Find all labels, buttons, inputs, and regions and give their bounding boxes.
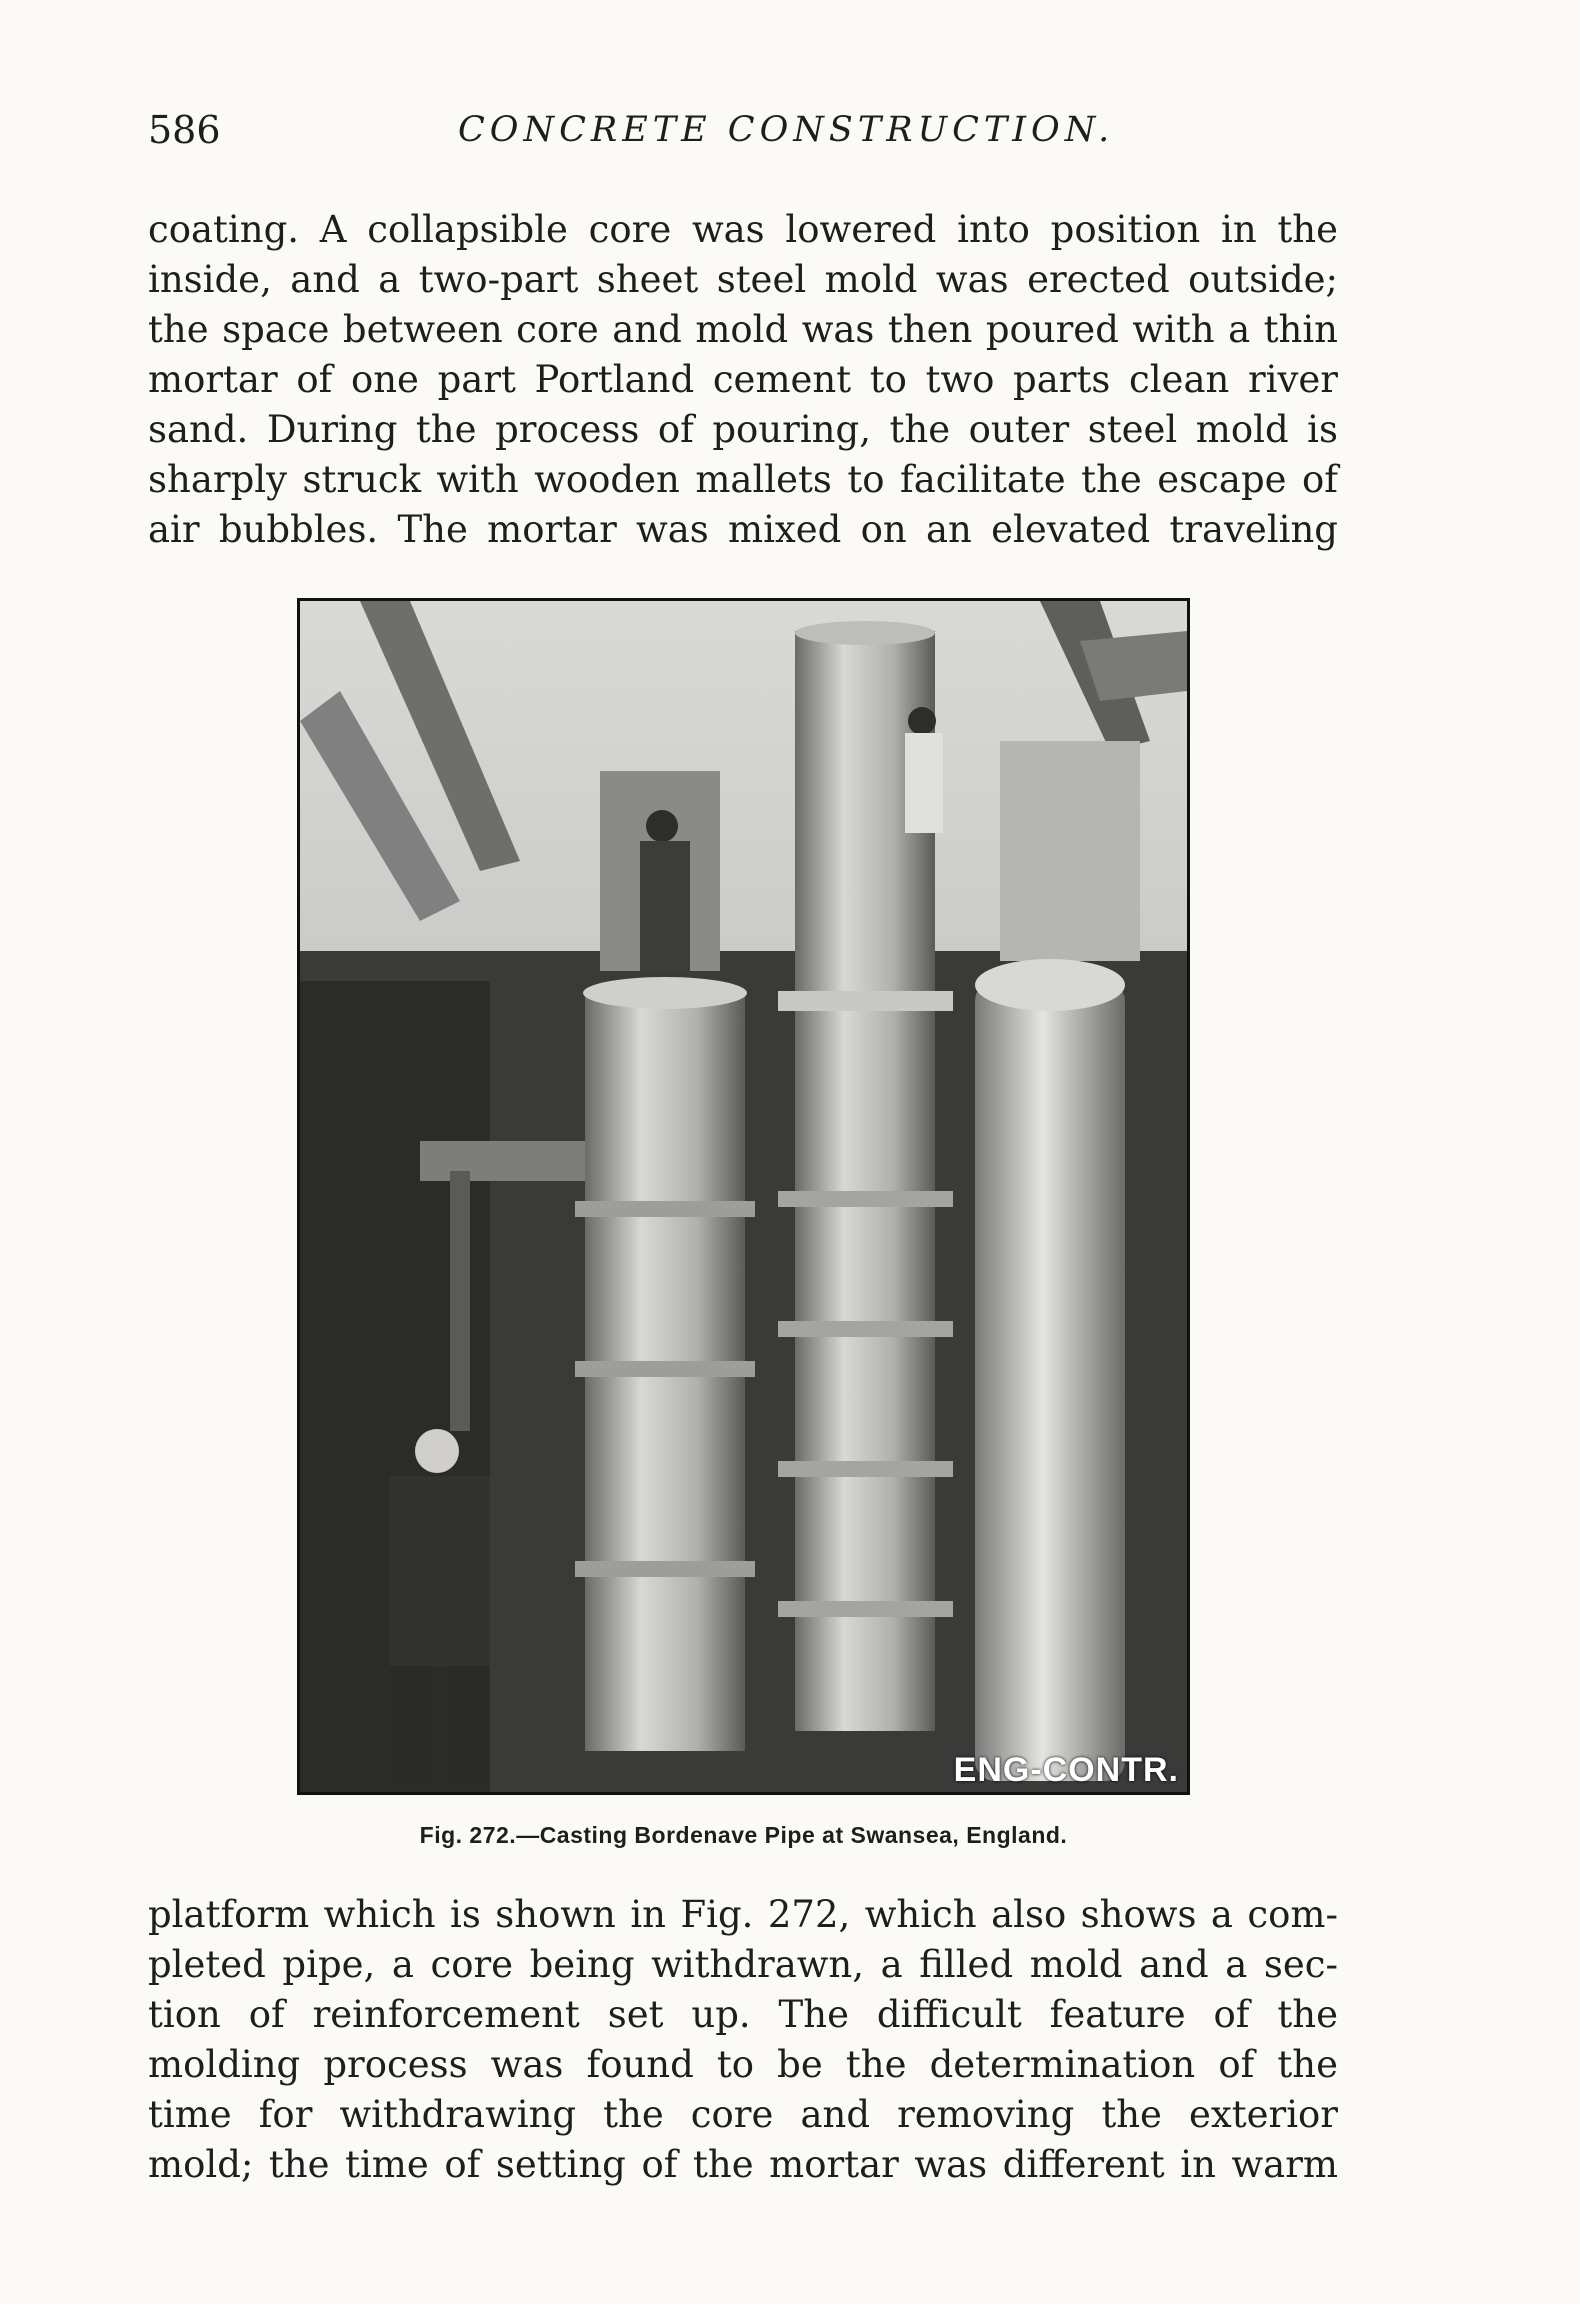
text-line: mold; the time of setting of the mortar was different in warm (148, 2143, 1338, 2186)
text-line: inside, and a two-part sheet steel mold was erected outside; (148, 258, 1338, 301)
running-title: CONCRETE CONSTRUCTION. (458, 110, 1115, 150)
text-line: platform which is shown in Fig. 272, which also shows a com- (148, 1893, 1338, 1936)
text-line: the space between core and mold was then poured with a thin (148, 308, 1338, 351)
page-header (148, 108, 1338, 168)
text-line: time for withdrawing the core and removing the exterior (148, 2093, 1338, 2136)
text-line: tion of reinforcement set up. The difficult feature of the (148, 1993, 1338, 2036)
pipe-casting-photo (300, 601, 1187, 1792)
figure-photo (297, 598, 1190, 1795)
text-line: sharply struck with wooden mallets to facilitate the escape of (148, 458, 1338, 501)
text-line: coating. A collapsible core was lowered into position in the (148, 208, 1338, 251)
figure-watermark: ENG-CONTR. (953, 1751, 1179, 1789)
text-line: air bubbles. The mortar was mixed on an elevated traveling (148, 508, 1338, 551)
page-number: 586 (148, 108, 221, 152)
paragraph-top (148, 205, 1338, 555)
text-line: pleted pipe, a core being withdrawn, a filled mold and a sec- (148, 1943, 1338, 1986)
paragraph-bottom (148, 1890, 1338, 2190)
text-line: sand. During the process of pouring, the outer steel mold is (148, 408, 1338, 451)
figure-caption: Fig. 272.—Casting Bordenave Pipe at Swansea, England. (419, 1822, 1068, 1848)
text-line: mortar of one part Portland cement to two parts clean river (148, 358, 1338, 401)
text-line: molding process was found to be the determination of the (148, 2043, 1338, 2086)
